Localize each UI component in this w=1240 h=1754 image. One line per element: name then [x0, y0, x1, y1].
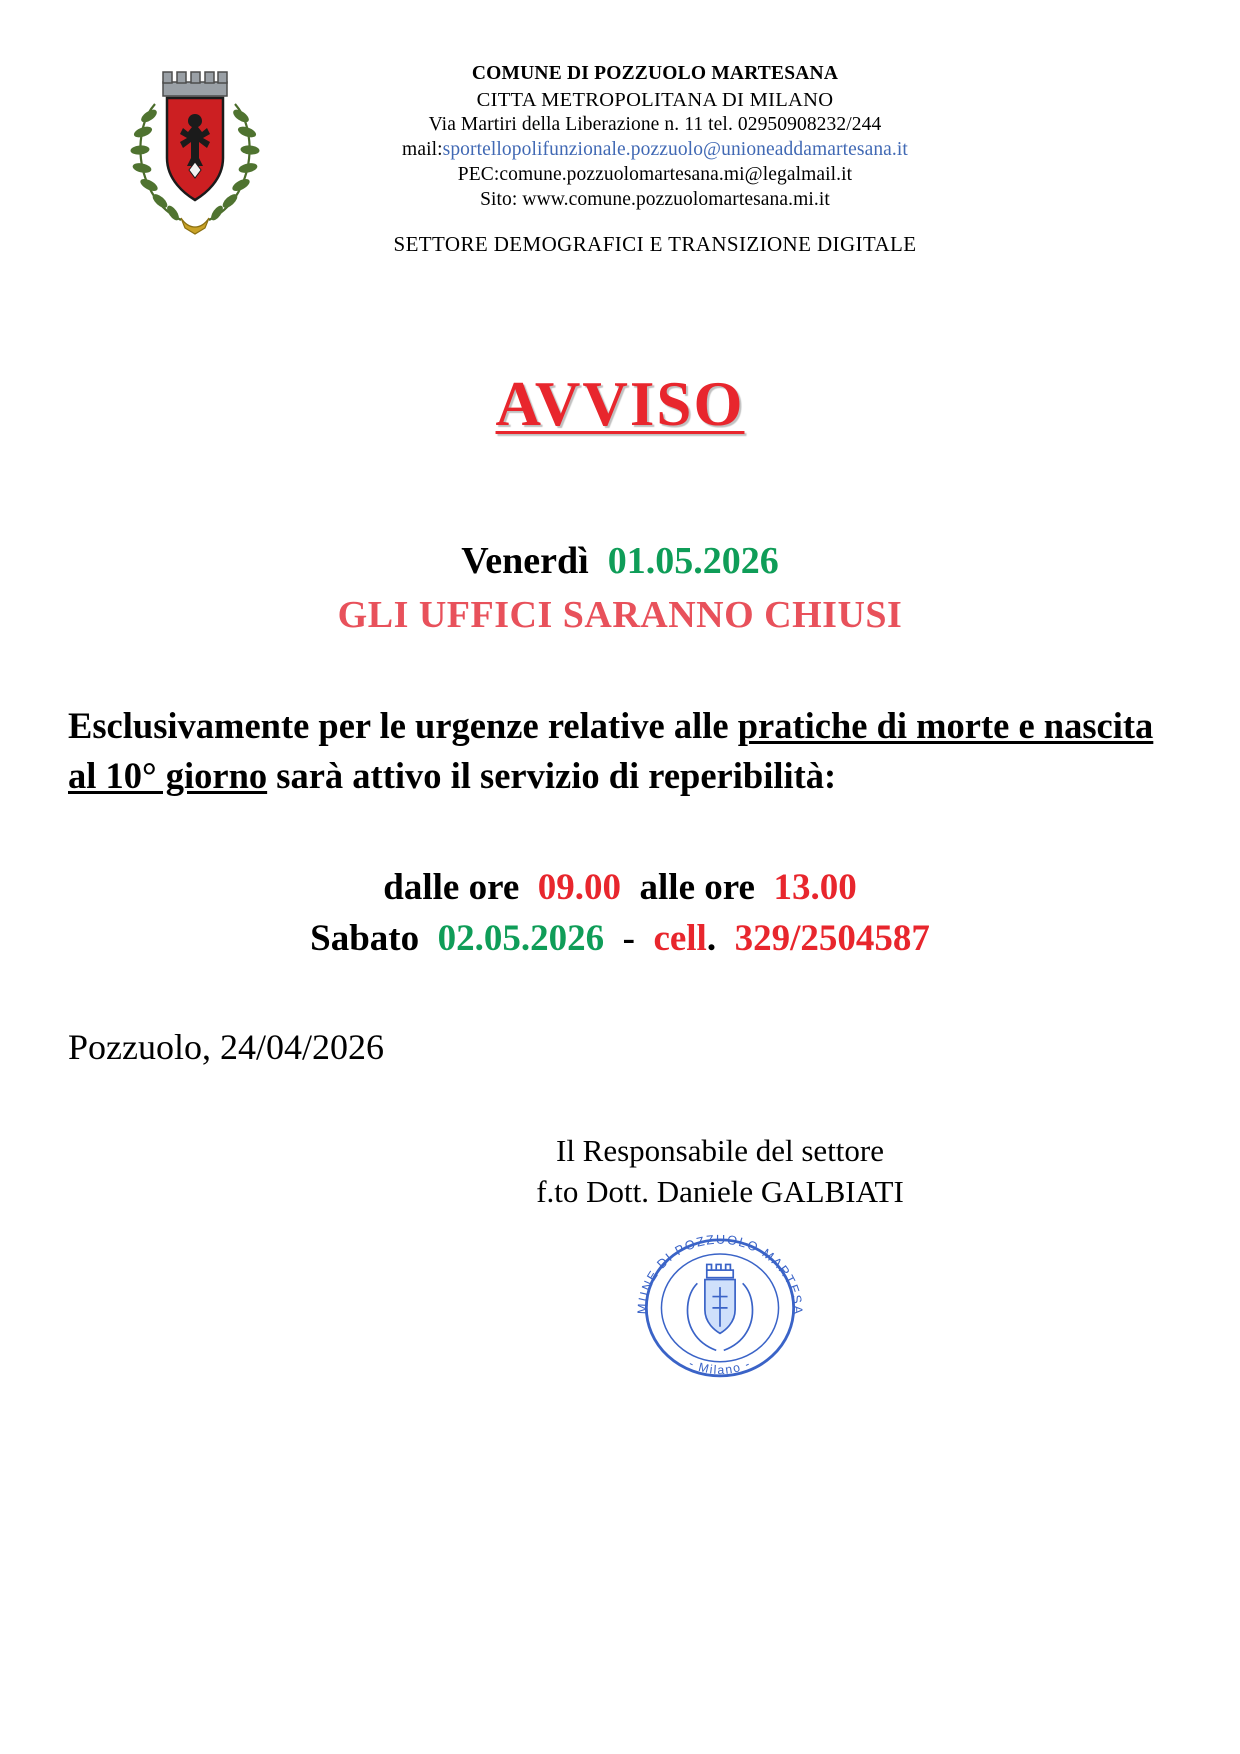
paragraph-part-1: Esclusivamente per le urgenze relative alle [68, 704, 738, 746]
cell-label: cell [653, 917, 707, 959]
saturday-date: 02.05.2026 [437, 917, 605, 959]
title-area [0, 368, 1240, 441]
hours-from-value: 09.00 [537, 866, 622, 908]
svg-text:COMUNE DI POZZUOLO MARTESANA: COMUNE DI POZZUOLO MARTESANA [619, 1209, 806, 1317]
paragraph-part-2: sarà attivo il servizio di reperibilità: [267, 755, 837, 797]
signature-block [68, 1130, 1172, 1214]
email-link[interactable]: sportellopolifunzionale.pozzuolo@unioneaddamartesana.it [442, 139, 908, 161]
official-stamp-area [68, 1209, 1172, 1421]
service-hours-line [68, 866, 1172, 909]
cell-number: 329/2504587 [734, 917, 930, 959]
sector-line: SETTORE DEMOGRAFICI E TRANSIZIONE DIGITALE [393, 232, 917, 256]
municipality-name: COMUNE DI POZZUOLO MARTESANA [471, 63, 839, 84]
urgency-paragraph [68, 701, 1172, 802]
signature-name: f.to Dott. Daniele GALBIATI [536, 1174, 904, 1210]
svg-text:- Milano -: - Milano - [686, 1356, 754, 1378]
address-phone: Via Martiri della Liberazione n. 11 tel. 02950908232/244 [428, 114, 882, 136]
closure-date: 01.05.2026 [607, 539, 779, 582]
coat-of-arms-icon [120, 62, 270, 237]
saturday-contact-line [68, 917, 1172, 960]
closure-date-line [68, 539, 1172, 583]
cell-separator: . [706, 917, 717, 959]
hours-to-value: 13.00 [773, 866, 857, 908]
place-and-date: Pozzuolo, 24/04/2026 [68, 1026, 384, 1067]
hours-to-label: alle ore [639, 866, 755, 908]
pec-line: PEC:comune.pozzuolomartesana.mi@legalmail.it [457, 164, 853, 186]
document-body [0, 539, 1240, 1421]
official-stamp-icon [619, 1209, 815, 1391]
metropolitan-city: CITTA METROPOLITANA DI MILANO [476, 88, 834, 111]
weekday-label: Venerdì [461, 539, 589, 582]
header-text-block [250, 62, 1060, 258]
signature-role: Il Responsabile del settore [556, 1132, 884, 1168]
website-line: Sito: www.comune.pozzuolomartesana.mi.it [480, 189, 830, 211]
document-header [0, 0, 1240, 258]
email-label: mail: [402, 139, 443, 161]
paragraph-underlined: pratiche di morte e nascita al 10° giorno [68, 704, 1154, 797]
dash-separator: - [622, 917, 635, 959]
email-line [250, 138, 1060, 163]
offices-closed-text: GLI UFFICI SARANNO CHIUSI [337, 593, 903, 636]
saturday-label: Sabato [310, 917, 420, 959]
page-title: AVVISO [495, 368, 745, 439]
hours-from-label: dalle ore [383, 866, 520, 908]
